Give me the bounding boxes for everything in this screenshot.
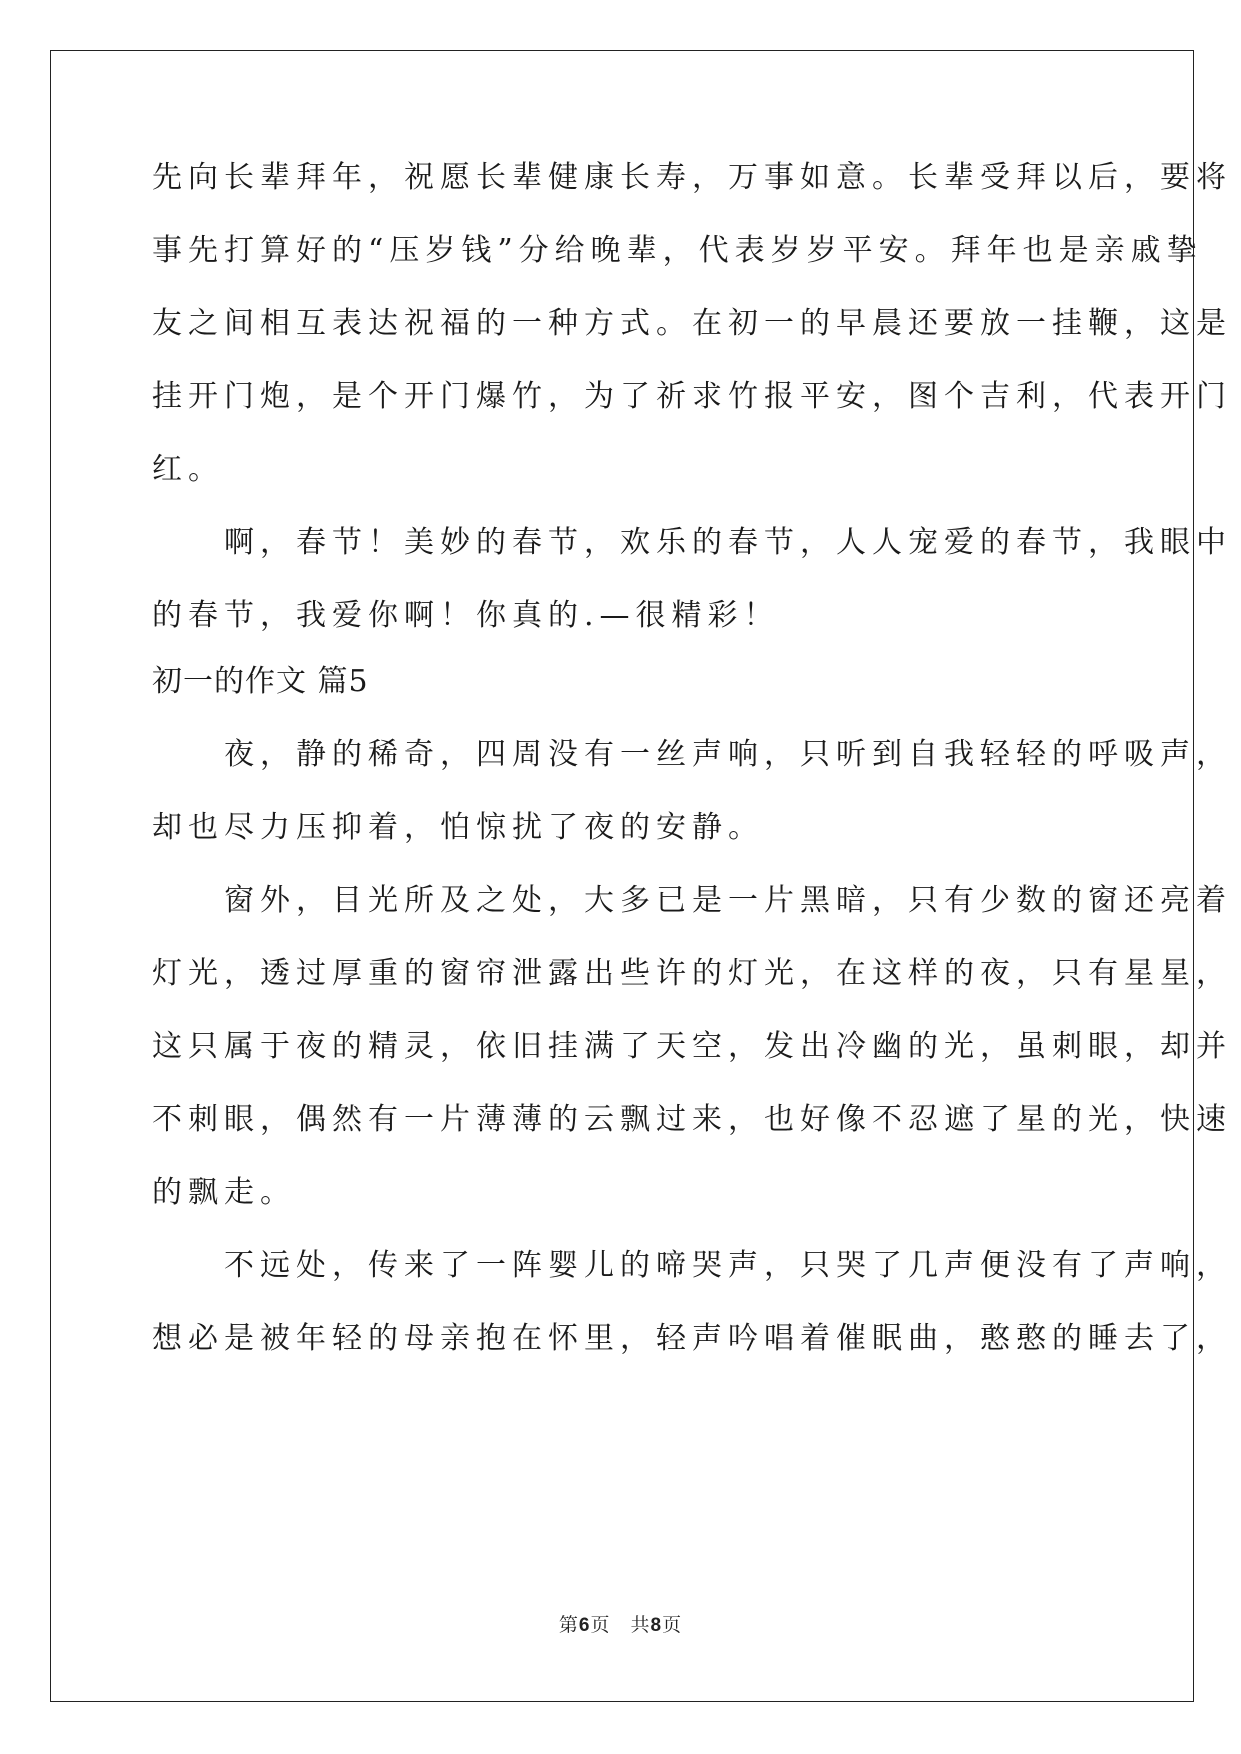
page-prefix: 第	[558, 1614, 579, 1636]
page-border	[50, 50, 1194, 1702]
section-heading: 初一的作文 篇5	[152, 664, 369, 699]
page-suffix: 页	[662, 1614, 683, 1636]
text-line: 的春节，我爱你啊！你真的.—很精彩！	[152, 598, 780, 633]
text-line: 的飘走。	[152, 1175, 296, 1210]
paragraph-start-line: 夜，静的稀奇，四周没有一丝声响，只听到自我轻轻的呼吸声，	[152, 737, 1232, 772]
text-line: 挂开门炮，是个开门爆竹，为了祈求竹报平安，图个吉利，代表开门	[152, 379, 1232, 414]
paragraph-start-line: 窗外，目光所及之处，大多已是一片黑暗，只有少数的窗还亮着	[152, 883, 1232, 918]
text-line: 事先打算好的“压岁钱”分给晚辈，代表岁岁平安。拜年也是亲戚挚	[152, 233, 1203, 268]
paragraph-start-line: 不远处，传来了一阵婴儿的啼哭声，只哭了几声便没有了声响，	[152, 1248, 1232, 1283]
text-line: 先向长辈拜年，祝愿长辈健康长寿，万事如意。长辈受拜以后，要将	[152, 160, 1232, 195]
page-number-footer	[0, 1610, 1241, 1637]
page-mid: 页 共	[590, 1614, 651, 1636]
text-line: 却也尽力压抑着，怕惊扰了夜的安静。	[152, 810, 764, 845]
text-line: 红。	[152, 452, 224, 487]
text-line: 不刺眼，偶然有一片薄薄的云飘过来，也好像不忍遮了星的光，快速	[152, 1102, 1232, 1137]
text-line: 想必是被年轻的母亲抱在怀里，轻声吟唱着催眠曲，憨憨的睡去了，	[152, 1321, 1232, 1356]
paragraph-start-line: 啊，春节！美妙的春节，欢乐的春节，人人宠爱的春节，我眼中	[152, 525, 1232, 560]
text-line: 友之间相互表达祝福的一种方式。在初一的早晨还要放一挂鞭，这是	[152, 306, 1232, 341]
total-page-number: 8	[650, 1615, 663, 1636]
current-page-number: 6	[578, 1615, 591, 1636]
text-line: 这只属于夜的精灵，依旧挂满了天空，发出冷幽的光，虽刺眼，却并	[152, 1029, 1232, 1064]
text-line: 灯光，透过厚重的窗帘泄露出些许的灯光，在这样的夜，只有星星，	[152, 956, 1232, 991]
